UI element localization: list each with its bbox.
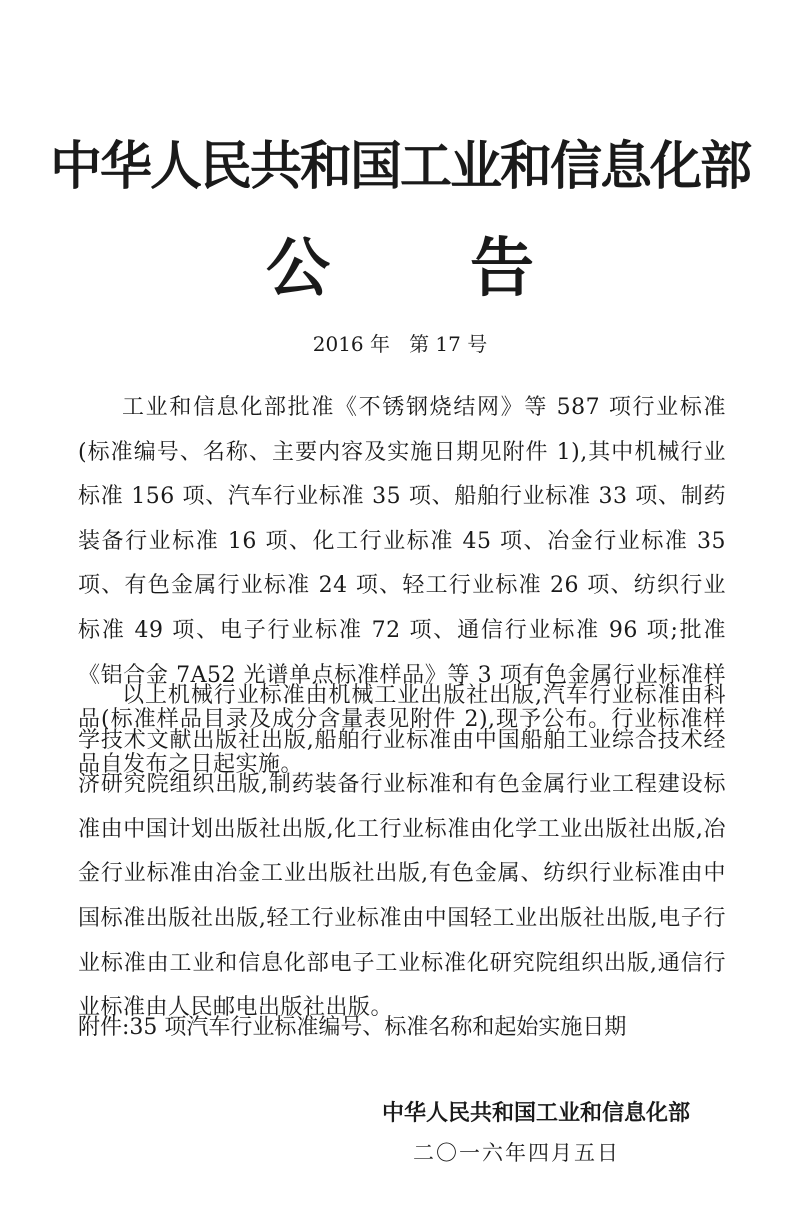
- attachment-note: 附件:35 项汽车行业标准编号、标准名称和起始实施日期: [78, 1015, 627, 1040]
- document-type-heading: 公告: [266, 232, 674, 306]
- body-paragraph-1: 工业和信息化部批准《不锈钢烧结网》等 587 项行业标准(标准编号、名称、主要内容及实施日期见附件 1),其中机械行业标准 156 项、汽车行业标准 35 项、船舶行业标准 33 项、制药装备行业标准 16 项、化工行业标准 45 项、冶金行业标准 35 项、有色金属行业标准 24 项、轻工行业标准 26 项、纺织行业标准 49 项、电子行业标准 72 项、通信行业标准 96 项;批准《铝合金 7A52 光谱单点标准样品》等 3 项有色金属行业标准样品(标准样品目录及成分含量表见附件 2),现予公布。行业标准样品自发布之日起实施。: [78, 395, 726, 777]
- issuer-title: 中华人民共和国工业和信息化部: [49, 137, 750, 197]
- signature-date: 二〇一六年四月五日: [413, 1141, 620, 1165]
- signature-organization: 中华人民共和国工业和信息化部: [381, 1101, 690, 1126]
- body-paragraph-2: 以上机械行业标准由机械工业出版社出版,汽车行业标准由科学技术文献出版社出版,船舶行业标准由中国船舶工业综合技术经济研究院组织出版,制药装备行业标准和有色金属行业工程建设标准由中国计划出版社出版,化工行业标准由化学工业出版社出版,冶金行业标准由冶金工业出版社出版,有色金属、纺织行业标准由中国标准出版社出版,轻工行业标准由中国轻工业出版社出版,电子行业标准由工业和信息化部电子工业标准化研究院组织出版,通信行业标准由人民邮电出版社出版。: [78, 683, 726, 1021]
- document-number: 2016 年 第 17 号: [312, 332, 488, 356]
